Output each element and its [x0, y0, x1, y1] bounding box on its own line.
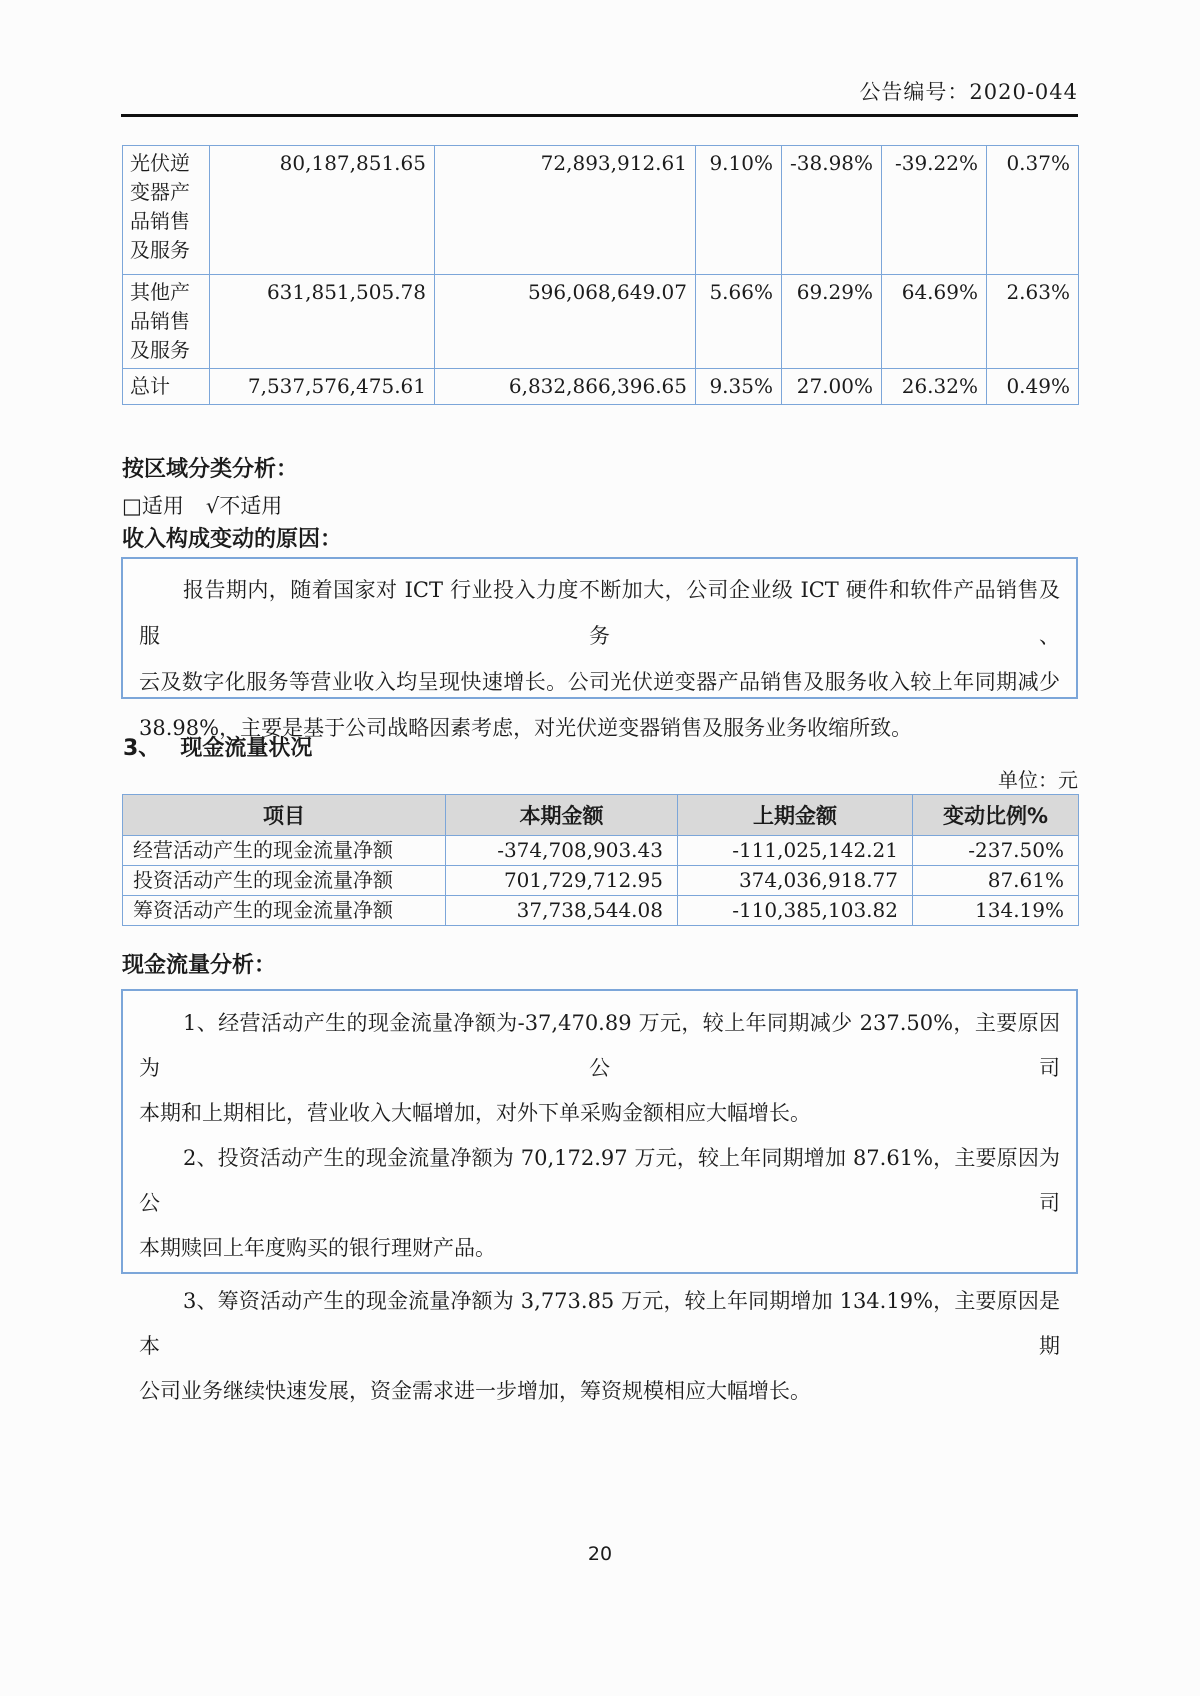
header-divider	[121, 114, 1078, 117]
revenue-change-reason-heading: 收入构成变动的原因：	[122, 527, 343, 552]
table-header-row	[123, 795, 1079, 836]
text-line: 2、投资活动产生的现金流量净额为 70,172.97 万元，较上年同期增加 87.61%，主要原因为公司	[139, 1146, 1060, 1215]
change-pct-cell: 134.19%	[913, 896, 1079, 926]
revenue-table	[122, 145, 1079, 405]
pct-cell: 9.10%	[696, 146, 782, 275]
pct-cell: 0.49%	[987, 369, 1079, 405]
row-label-cell: 光伏逆变器产品销售及服务	[123, 146, 210, 275]
text-line: 报告期内，随着国家对 ICT 行业投入力度不断加大，公司企业级 ICT 硬件和软件产品销售及服务、	[139, 578, 1060, 648]
text-line: 公司业务继续快速发展，资金需求进一步增加，筹资规模相应大幅增长。	[139, 1379, 811, 1403]
pct-cell: 64.69%	[882, 275, 987, 369]
change-pct-cell: -237.50%	[913, 836, 1079, 866]
item-cell: 经营活动产生的现金流量净额	[123, 836, 446, 866]
section-title: 现金流量状况	[180, 736, 313, 761]
table-row-total	[123, 369, 1079, 405]
checkbox-unchecked-icon: □	[122, 494, 142, 518]
table-row	[123, 896, 1079, 926]
text-line: 本期赎回上年度购买的银行理财产品。	[139, 1236, 496, 1260]
prior-amount-cell: 374,036,918.77	[678, 866, 913, 896]
table-row	[123, 866, 1079, 896]
not-applicable-label: 不适用	[219, 494, 283, 518]
current-amount-cell: 37,738,544.08	[446, 896, 678, 926]
pct-cell: 2.63%	[987, 275, 1079, 369]
pct-cell: 5.66%	[696, 275, 782, 369]
text-line: 38.98%，主要是基于公司战略因素考虑，对光伏逆变器销售及服务业务收缩所致。	[139, 716, 913, 740]
doc-number: 公告编号：2020-044	[859, 80, 1078, 104]
column-header: 本期金额	[446, 795, 678, 836]
change-pct-cell: 87.61%	[913, 866, 1079, 896]
current-amount-cell: 7,537,576,475.61	[210, 369, 435, 405]
applicable-label: 适用	[141, 494, 184, 518]
cashflow-table	[122, 794, 1079, 926]
current-amount-cell: 80,187,851.65	[210, 146, 435, 275]
pct-cell: 9.35%	[696, 369, 782, 405]
row-label-cell: 其他产品销售及服务	[123, 275, 210, 369]
pct-cell: 27.00%	[782, 369, 882, 405]
current-amount-cell: 701,729,712.95	[446, 866, 678, 896]
prior-amount-cell: 72,893,912.61	[435, 146, 696, 275]
table-row	[123, 275, 1079, 369]
pct-cell: 0.37%	[987, 146, 1079, 275]
prior-amount-cell: -111,025,142.21	[678, 836, 913, 866]
cashflow-analysis-heading: 现金流量分析：	[122, 953, 277, 978]
analysis-box	[121, 989, 1078, 1403]
pct-cell: -39.22%	[882, 146, 987, 275]
prior-amount-cell: -110,385,103.82	[678, 896, 913, 926]
column-header: 项目	[123, 795, 446, 836]
reason-box	[121, 557, 1078, 740]
item-cell: 投资活动产生的现金流量净额	[123, 866, 446, 896]
unit-label: 单位：元	[998, 768, 1078, 792]
pct-cell: 26.32%	[882, 369, 987, 405]
current-amount-cell: -374,708,903.43	[446, 836, 678, 866]
prior-amount-cell: 596,068,649.07	[435, 275, 696, 369]
cashflow-section-heading	[123, 731, 312, 762]
current-amount-cell: 631,851,505.78	[210, 275, 435, 369]
item-cell: 筹资活动产生的现金流量净额	[123, 896, 446, 926]
text-line: 3、筹资活动产生的现金流量净额为 3,773.85 万元，较上年同期增加 134.19%，主要原因是本期	[139, 1289, 1060, 1358]
applicability-options	[122, 492, 282, 520]
text-line: 云及数字化服务等营业收入均呈现快速增长。公司光伏逆变器产品销售及服务收入较上年同期减少	[139, 670, 1060, 694]
text-line: 本期和上期相比，营业收入大幅增加，对外下单采购金额相应大幅增长。	[139, 1101, 811, 1125]
column-header: 上期金额	[678, 795, 913, 836]
table-row	[123, 146, 1079, 275]
column-header: 变动比例%	[913, 795, 1079, 836]
page-number: 20	[587, 1543, 613, 1565]
region-analysis-heading: 按区域分类分析：	[122, 457, 299, 482]
pct-cell: -38.98%	[782, 146, 882, 275]
text-line: 1、经营活动产生的现金流量净额为-37,470.89 万元，较上年同期减少 237.50%，主要原因为公司	[139, 1011, 1060, 1080]
pct-cell: 69.29%	[782, 275, 882, 369]
prior-amount-cell: 6,832,866,396.65	[435, 369, 696, 405]
row-label-cell: 总计	[123, 369, 210, 405]
check-mark-icon: √	[205, 494, 220, 518]
section-number: 3、	[123, 736, 161, 761]
table-row	[123, 836, 1079, 866]
